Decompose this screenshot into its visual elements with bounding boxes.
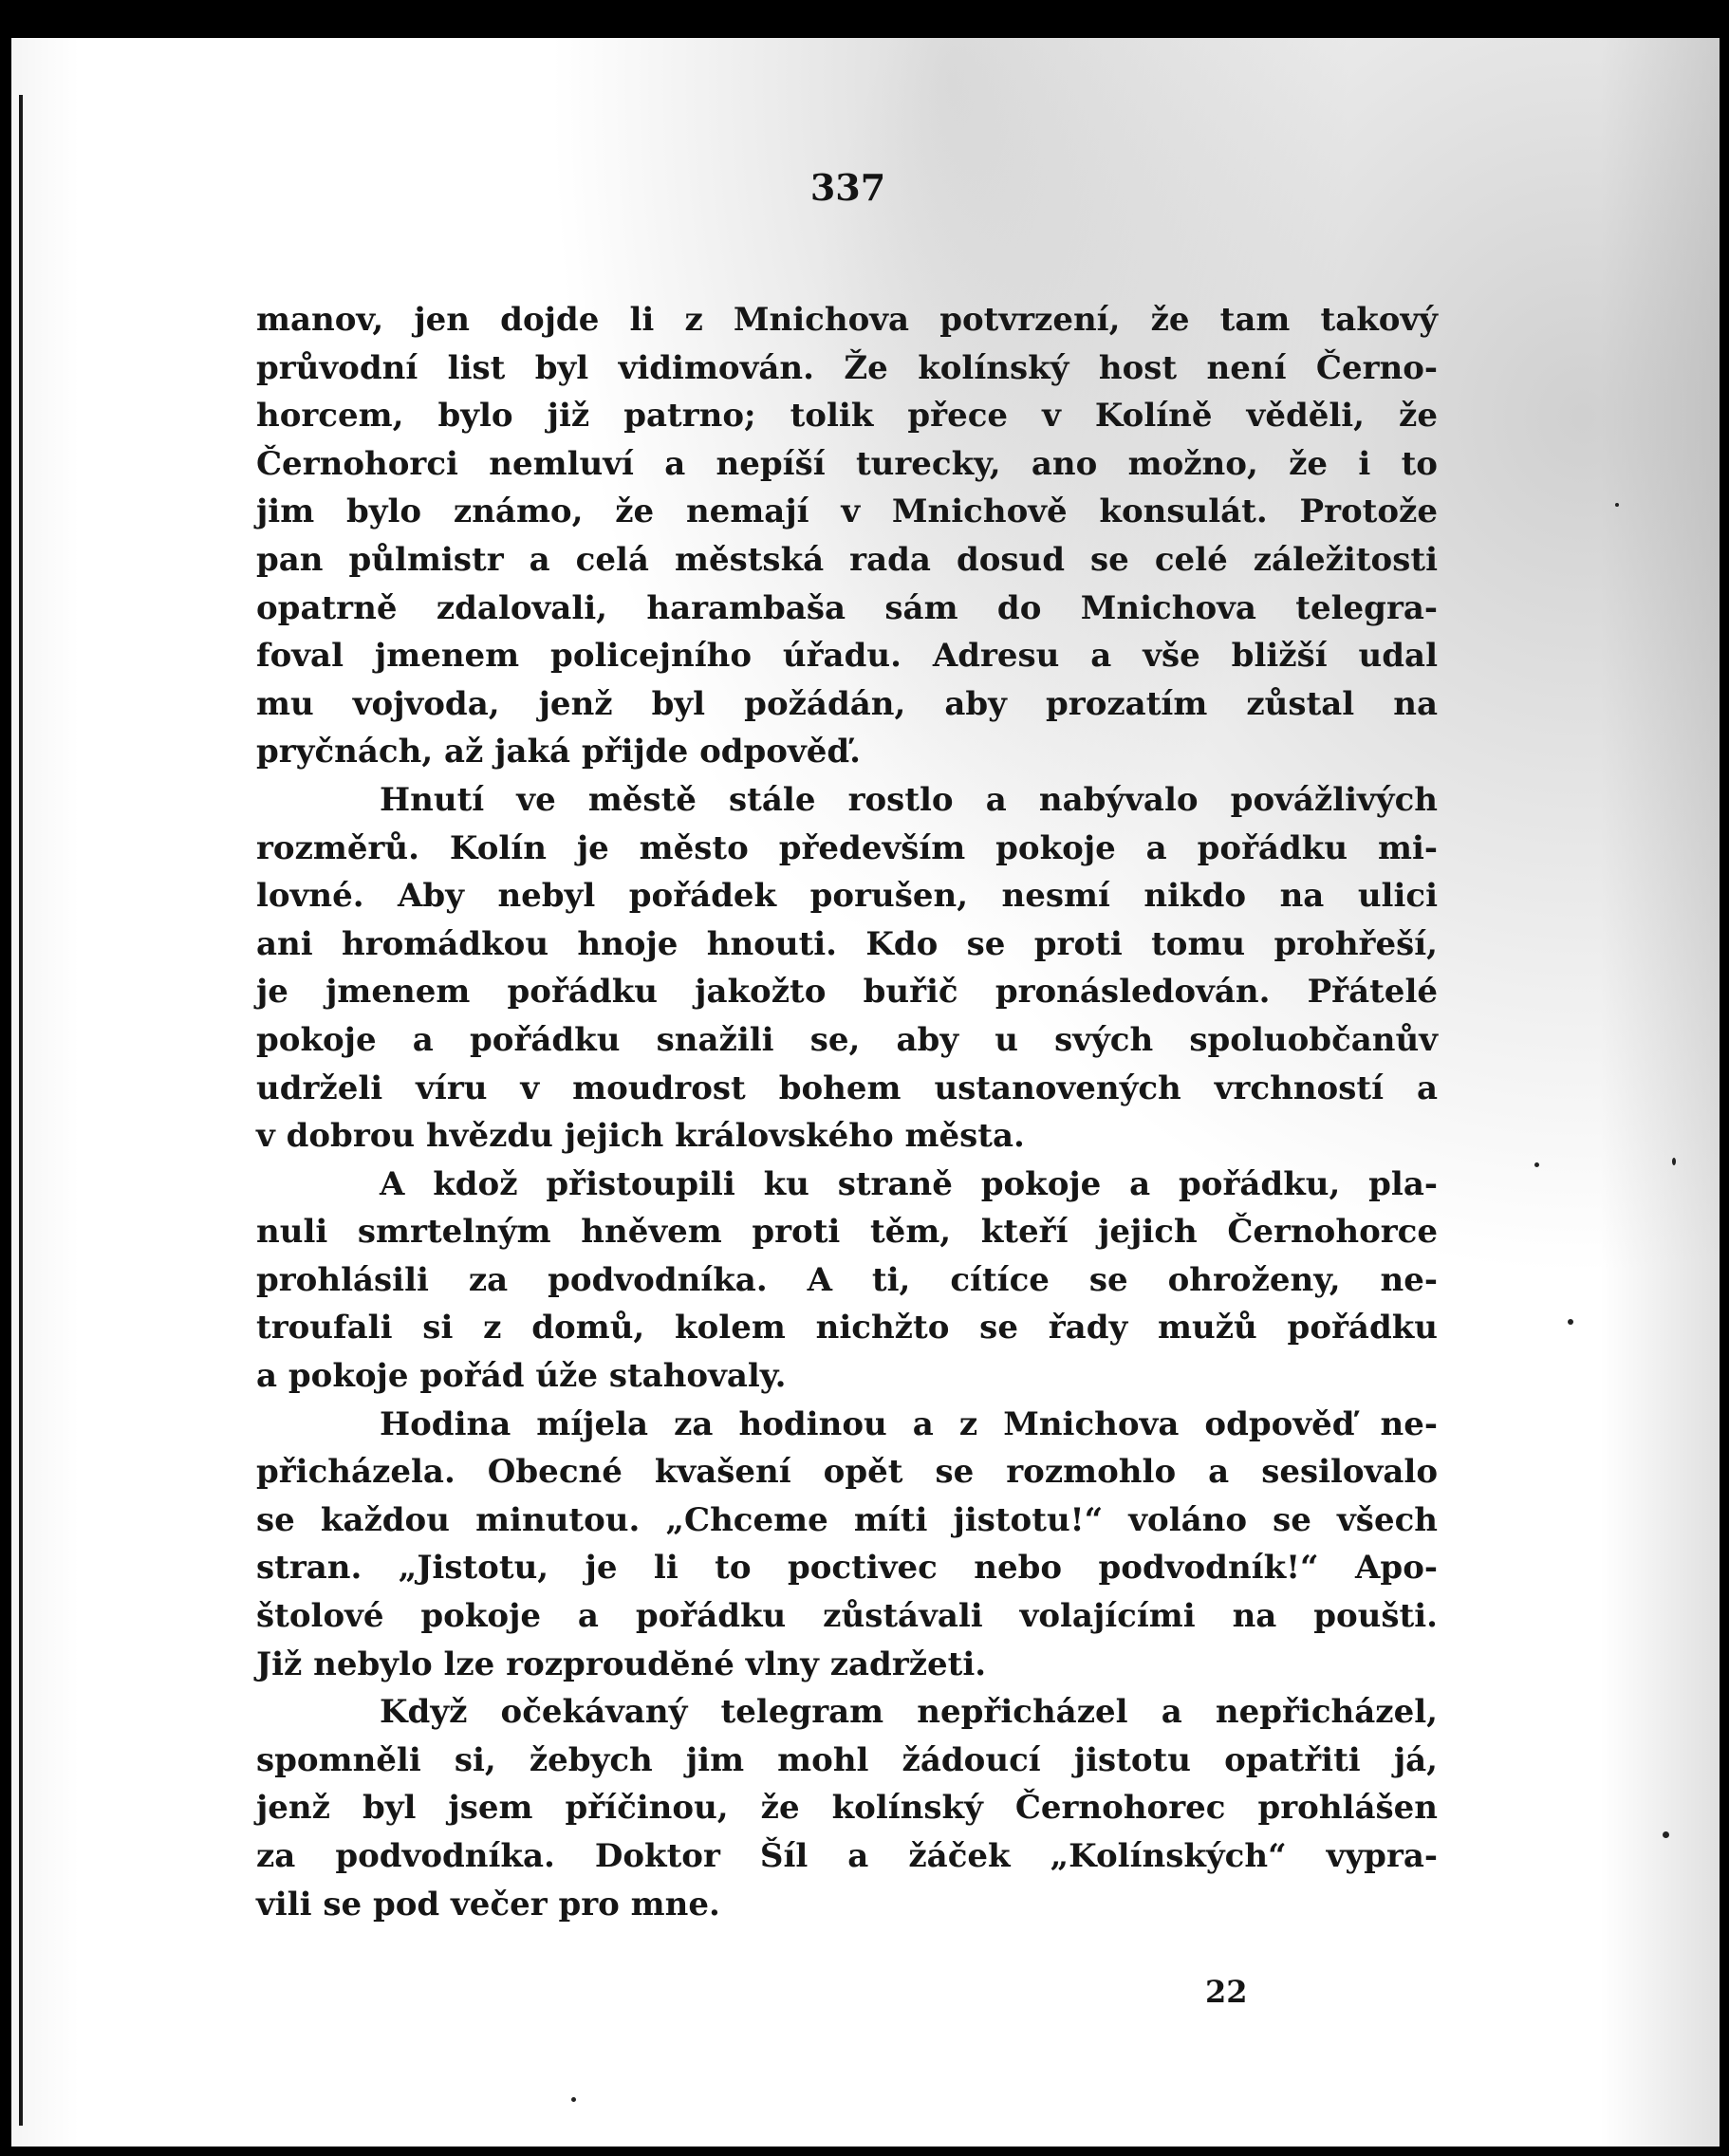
text-line: troufali si z domů, kolem nichžto se řady mužů pořádku — [256, 1309, 1438, 1348]
text-line: v dobrou hvězdu jejich královského města. — [256, 1117, 1025, 1156]
text-line: horcem, bylo již patrno; tolik přece v Kolíně věděli, že — [256, 397, 1438, 436]
page-number: 337 — [809, 166, 886, 209]
scan-speck — [1672, 1158, 1676, 1165]
text-line: pryčnách, až jaká přijde odpověď. — [256, 733, 861, 771]
text-line: foval jmenem policejního úřadu. Adresu a vše bližší udal — [256, 637, 1438, 676]
text-line: pan půlmistr a celá městská rada dosud se celé záležitosti — [256, 540, 1438, 579]
signature-mark: 22 — [1205, 1974, 1248, 2010]
text-line: spomněli si, žebych jim mohl žádoucí jistotu opatřiti já, — [256, 1740, 1438, 1779]
text-line: manov, jen dojde li z Mnichova potvrzení, že tam takový — [256, 301, 1438, 339]
scan-speck — [571, 2097, 576, 2102]
paragraph-first-line: A kdož přistoupili ku straně pokoje a pořádku, pla- — [380, 1164, 1438, 1203]
book-page — [11, 38, 1720, 2147]
text-line: Černohorci nemluví a nepíší turecky, ano možno, že i to — [256, 444, 1438, 483]
text-line: prohlásili za podvodníka. A ti, cítíce se ohroženy, ne- — [256, 1260, 1438, 1299]
scan-speck — [1663, 1831, 1669, 1838]
text-line: rozměrů. Kolín je město především pokoje a pořádku mi- — [256, 828, 1438, 867]
text-line: lovné. Aby nebyl pořádek porušen, nesmí nikdo na ulici — [256, 877, 1438, 916]
paragraph-first-line: Když očekávaný telegram nepřicházel a nepřicházel, — [380, 1693, 1438, 1732]
text-line: udrželi víru v moudrost bohem ustanovených vrchností a — [256, 1069, 1438, 1107]
text-line: jim bylo známo, že nemají v Mnichově konsulát. Protože — [256, 493, 1438, 531]
text-line: mu vojvoda, jenž byl požádán, aby prozatím zůstal na — [256, 684, 1438, 723]
paragraph-first-line: Hnutí ve městě stále rostlo a nabývalo povážlivých — [380, 780, 1438, 819]
text-line: přicházela. Obecné kvašení opět se rozmohlo a sesilovalo — [256, 1453, 1438, 1492]
text-line: a pokoje pořád úže stahovaly. — [256, 1357, 787, 1396]
text-line: Již nebylo lze rozproudĕné vlny zadržeti. — [256, 1645, 987, 1683]
text-line: vili se pod večer pro mne. — [256, 1885, 720, 1924]
text-line: štolové pokoje a pořádku zůstávali volajícími na poušti. — [256, 1597, 1438, 1636]
body-text — [256, 296, 1438, 1928]
text-line: pokoje a pořádku snažili se, aby u svých spoluobčanův — [256, 1020, 1438, 1059]
paragraph-first-line: Hodina míjela za hodinou a z Mnichova odpověď ne- — [380, 1404, 1438, 1443]
text-line: se každou minutou. „Chceme míti jistotu!“ voláno se všech — [256, 1500, 1438, 1539]
text-line: za podvodníka. Doktor Šíl a žáček „Kolínských“ vypra- — [256, 1837, 1438, 1875]
scan-speck — [1615, 503, 1619, 507]
scan-speck — [1534, 1162, 1539, 1167]
text-line: ani hromádkou hnoje hnouti. Kdo se proti tomu prohřeší, — [256, 924, 1438, 963]
text-line: stran. „Jistotu, je li to poctivec nebo podvodník!“ Apo- — [256, 1549, 1438, 1588]
text-line: jenž byl jsem příčinou, že kolínský Černohorec prohlášen — [256, 1789, 1438, 1828]
text-line: průvodní list byl vidimován. Že kolínský host není Černo- — [256, 348, 1438, 387]
text-line: opatrně zdalovali, harambaša sám do Mnichova telegra- — [256, 588, 1438, 627]
binding-edge — [19, 95, 23, 2126]
scan-speck — [1568, 1319, 1573, 1325]
text-line: nuli smrtelným hněvem proti těm, kteří jejich Černohorce — [256, 1213, 1438, 1252]
text-line: je jmenem pořádku jakožto buřič pronásledován. Přátelé — [256, 973, 1438, 1012]
